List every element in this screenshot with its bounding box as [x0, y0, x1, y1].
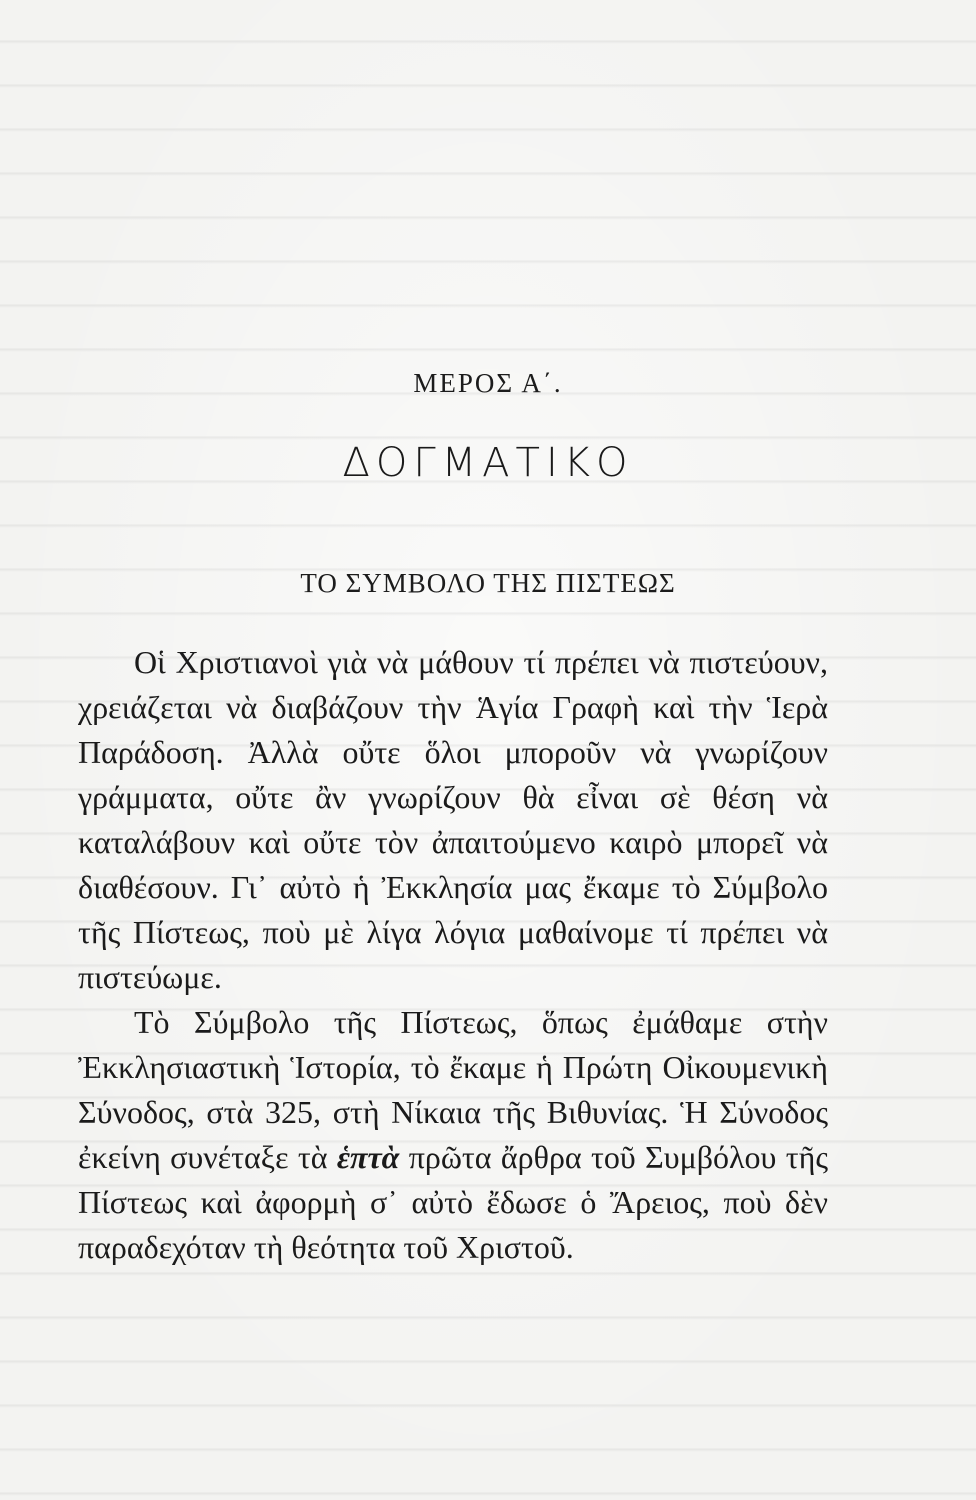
paragraph-2-before: Τὸ Σύμβολο τῆς Πίστεως, ὅπως ἐμάθαμε στὴν Ἐκκλησιαστικὴ Ἱστορία, τὸ ἔκαμε ἡ Πρώτη Οἰκουμενικὴ Σύνοδος, στὰ 325, στὴ Νίκαια τῆς Βιθυνίας. Ἡ Σύνοδος ἐκείνη συνέταξε τὰ [78, 1004, 828, 1175]
chapter-title: ΤΟ ΣΥΜΒΟΛΟ ΤΗΣ ΠΙΣΤΕΩΣ [300, 568, 676, 598]
paragraph-2-after: πρῶτα ἄρθρα τοῦ Συμβόλου τῆς Πίστεως καὶ ἀφορμὴ σ᾽ αὐτὸ ἔδωσε ὁ Ἄρειος, ποὺ δὲν παραδεχόταν τὴ θεότητα τοῦ Χριστοῦ. [78, 1139, 829, 1265]
part-label: ΜΕΡΟΣ Α΄. [413, 368, 563, 398]
paragraph-1: Οἱ Χριστιανοὶ γιὰ νὰ μάθουν τί πρέπει νὰ πιστεύουν, χρειάζεται νὰ διαβάζουν τὴν Ἁγία Γραφὴ καὶ τὴν Ἱερὰ Παράδοση. Ἀλλὰ οὔτε ὅλοι μποροῦν νὰ γνωρίζουν γράμματα, οὔτε ἂν γνωρίζουν θὰ εἶναι σὲ θέση νὰ καταλάβουν καὶ οὔτε τὸν ἀπαιτούμενο καιρὸ μπορεῖ νὰ διαθέσουν. Γι᾽ αὐτὸ ἡ Ἐκκλησία μας ἔκαμε τὸ Σύμβολο τῆς Πίστεως, ποὺ μὲ λίγα λόγια μαθαίνομε τί πρέπει νὰ πιστεύωμε. [78, 644, 828, 995]
body-text [78, 640, 828, 1270]
section-title: ΔΟΓΜΑΤΙΚΟ [342, 440, 634, 486]
paragraph-2 [78, 1000, 828, 1270]
paragraph-2-emphasis: ἑπτὰ [336, 1139, 400, 1175]
